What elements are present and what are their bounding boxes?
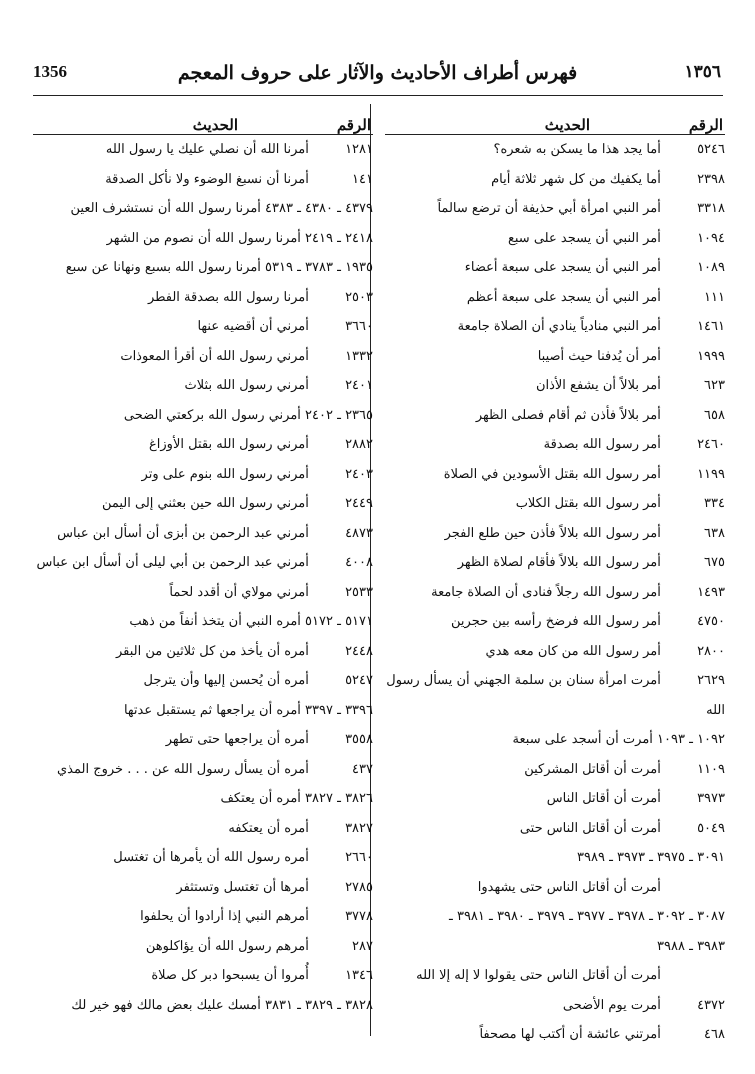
index-entry xyxy=(385,371,725,401)
entry-number: ١٤٩٣ xyxy=(697,584,725,600)
index-entry xyxy=(385,548,725,578)
entry-number: ١٢٨١ xyxy=(345,142,373,157)
entry-text: أمره النبي أن يتخذ أنفاً من ذهب xyxy=(129,614,301,629)
index-entry xyxy=(33,666,373,696)
entry-number: ٣٧٧٨ xyxy=(345,909,373,924)
entry-number: ٢٨٠٠ xyxy=(697,643,725,659)
entry-number: ٦٢٣ xyxy=(704,378,725,393)
index-entry xyxy=(33,194,373,224)
entry-text: أمرني عبد الرحمن بن أبي ليلى أن أسأل ابن عباس xyxy=(36,555,309,570)
index-entry xyxy=(385,637,725,667)
entry-number: ٤٧٥٠ xyxy=(697,614,725,629)
entry-text: أمر رسول الله رجلاً فنادى أن الصلاة جامعة xyxy=(431,584,661,600)
entry-text: أمره رسول الله أن يأمرها أن تغتسل xyxy=(113,850,309,865)
index-entry xyxy=(385,725,725,755)
index-entry xyxy=(33,607,373,637)
entry-number: ٣٠٩١ ـ ٣٩٧٥ ـ ٣٩٧٣ ـ ٣٩٨٩ xyxy=(577,850,725,865)
entry-number: ٤٣٧ xyxy=(352,761,373,777)
index-entry xyxy=(385,342,725,372)
index-entry xyxy=(33,253,373,283)
index-entry xyxy=(33,961,373,991)
entry-number: ٢٣٩٨ xyxy=(697,171,725,187)
entry-text: أمرت أن أقاتل الناس حتى xyxy=(519,820,661,836)
running-title: فهرس أطراف الأحاديث والآثار على حروف المعجم xyxy=(177,62,578,84)
entry-text: أمرتني عائشة أن أكتب لها مصحفاً xyxy=(479,1027,661,1042)
index-entry xyxy=(385,283,725,313)
entry-number: ٤٦٨ xyxy=(704,1027,725,1042)
entry-text: أمر رسول الله بلالاً فأذن حين طلع الفجر xyxy=(444,525,661,541)
index-entry xyxy=(33,371,373,401)
entry-number: ٦٧٥ xyxy=(704,555,725,570)
index-entry xyxy=(385,961,725,991)
entry-number: ١٣٣٢ xyxy=(345,348,373,364)
entry-text: أمر رسول الله فرضخ رأسه بين حجرين xyxy=(451,614,661,629)
entry-number: ١٠٩٢ ـ ١٠٩٣ xyxy=(657,732,725,747)
entry-number: ٣٨٢٦ ـ ٣٨٢٧ xyxy=(305,791,373,806)
entry-text: أمر أن يُدفنا حيث أصيبا xyxy=(537,348,661,364)
index-entry xyxy=(33,637,373,667)
entry-number: ٢٥٣٣ xyxy=(345,584,373,600)
entry-text: أمرني رسول الله حين بعثني إلى اليمن xyxy=(101,496,309,511)
entry-number: ٢٨٧ xyxy=(352,938,373,954)
entry-text: أمرني مولاي أن أقدد لحماً xyxy=(169,584,309,600)
entry-text: أمرت أن أقاتل الناس حتى يقولوا لا إله إلا الله xyxy=(416,968,661,983)
index-entry xyxy=(385,1020,725,1050)
entry-text: أمره أن يراجعها حتى تطهر xyxy=(165,732,309,747)
entry-number: ٤٣٧٩ ـ ٤٣٨٠ ـ ٤٣٨٣ xyxy=(265,201,373,216)
index-entry xyxy=(33,902,373,932)
entry-text: أمرت يوم الأضحى xyxy=(562,997,661,1013)
entry-text: أمرني عبد الرحمن بن أبزى أن أسأل ابن عباس xyxy=(57,525,309,541)
entry-text: أمرت أن أقاتل المشركين xyxy=(524,761,661,777)
index-entry xyxy=(385,991,725,1021)
entry-number: ٣٠٨٧ ـ ٣٠٩٢ ـ ٣٩٧٨ ـ ٣٩٧٧ ـ ٣٩٧٩ ـ ٣٩٨٠ ـ ٣٩٨١ ـ xyxy=(449,909,725,924)
entry-number: ١١٠٩ xyxy=(697,761,725,777)
index-entry xyxy=(33,814,373,844)
index-entry xyxy=(385,578,725,608)
entry-text: أمر بلالاً أن يشفع الأذان xyxy=(535,378,661,393)
index-entry xyxy=(385,755,725,785)
entry-number: ١٤١ xyxy=(352,171,373,187)
index-entry xyxy=(385,224,725,254)
entry-text: أمرهم رسول الله أن يؤاكلوهن xyxy=(145,938,309,954)
entry-number: ٢٤٠١ xyxy=(345,378,373,393)
index-entry xyxy=(33,991,373,1021)
entry-text: أمر النبي أن يسجد على سبعة أعظم xyxy=(466,289,661,305)
entry-number: ٢٨٨٢ xyxy=(345,437,373,452)
index-entry xyxy=(33,312,373,342)
entry-text: أمرهم النبي إذا أرادوا أن يحلفوا xyxy=(140,909,309,924)
entry-text: أمر النبي منادياً ينادي أن الصلاة جامعة xyxy=(457,319,661,334)
entry-number: ٣٣١٨ xyxy=(697,201,725,216)
index-entry xyxy=(385,489,725,519)
index-entry xyxy=(385,253,725,283)
entry-text: أمرنا رسول الله بصدقة الفطر xyxy=(147,289,309,305)
index-entry xyxy=(385,843,725,873)
entry-number: ٤٣٧٢ xyxy=(697,997,725,1013)
num-heading: الرقم xyxy=(336,116,371,134)
entry-text: أمرها أن تغتسل وتستثفر xyxy=(176,879,309,895)
entry-text: أمرت امرأة سنان بن سلمة الجهني أن يسأل رسول الله xyxy=(386,673,725,718)
entry-text: أمرنا رسول الله أن نستشرف العين xyxy=(70,201,261,216)
entry-number: ٣٩٧٣ xyxy=(697,791,725,806)
index-entry xyxy=(385,165,725,195)
entry-number: ١٠٩٤ xyxy=(697,230,725,246)
entry-number: ١٠٨٩ xyxy=(697,260,725,275)
entry-number: ٣٨٢٧ xyxy=(345,820,373,836)
entry-text: أمر رسول الله بلالاً فأقام لصلاة الظهر xyxy=(457,555,661,570)
entry-text: أمرنا رسول الله بسبع ونهانا عن سبع xyxy=(65,260,261,275)
index-entry xyxy=(33,519,373,549)
entry-number: ١٤٦١ xyxy=(697,319,725,334)
index-entry xyxy=(33,548,373,578)
entry-number: ٢٦٦٠ xyxy=(345,850,373,865)
entry-text: أمرني رسول الله بنوم على وتر xyxy=(141,466,309,482)
index-entry xyxy=(385,460,725,490)
entry-number: ٢٥٠٣ xyxy=(345,289,373,305)
page-number-arabic: ١٣٥٦ xyxy=(684,62,721,82)
hadith-heading: الحديث xyxy=(544,116,590,134)
entry-number: ١٣٤٦ xyxy=(345,968,373,983)
index-entry xyxy=(33,224,373,254)
entry-text: أمسك عليك بعض مالك فهو خير لك xyxy=(71,997,261,1013)
entry-text: أمرنا أن نسبغ الوضوء ولا نأكل الصدقة xyxy=(105,171,309,187)
index-entry xyxy=(33,165,373,195)
entry-text: أمر رسول الله بقتل الكلاب xyxy=(515,496,661,511)
index-entry xyxy=(33,725,373,755)
entry-text: أمر بلالاً فأذن ثم أقام فصلى الظهر xyxy=(475,407,661,423)
entry-number: ٣٦٦٠ xyxy=(345,319,373,334)
entry-number: ١٩٩٩ xyxy=(697,348,725,364)
column-header xyxy=(33,104,373,135)
index-entry xyxy=(33,460,373,490)
entry-number: ١١٩٩ xyxy=(697,466,725,482)
index-entry xyxy=(385,135,725,165)
index-entry xyxy=(385,312,725,342)
page-number-latin: 1356 xyxy=(33,62,67,81)
entry-number: ٣٨٢٨ ـ ٣٨٢٩ ـ ٣٨٣١ xyxy=(265,997,373,1013)
index-entry xyxy=(385,873,725,903)
entry-number: ٢٤٤٨ xyxy=(345,643,373,659)
entry-text: أمرني رسول الله أن أقرأ المعوذات xyxy=(120,348,309,364)
index-entry xyxy=(33,578,373,608)
entry-text: أمره أن يعتكفه xyxy=(228,820,309,836)
entry-number: ٦٣٨ xyxy=(704,525,725,541)
entry-number: ٥٢٤٧ xyxy=(345,673,373,688)
right-column xyxy=(385,104,725,1050)
hadith-heading: الحديث xyxy=(192,116,238,134)
entry-number: ٢٧٨٥ xyxy=(345,879,373,895)
entry-text: أمره أن يراجعها ثم يستقبل عدتها xyxy=(123,702,301,718)
column-header xyxy=(385,104,725,135)
index-entry xyxy=(33,755,373,785)
entry-text: أمره أن يعتكف xyxy=(220,791,301,806)
entry-text: أُمروا أن يسبحوا دبر كل صلاة xyxy=(151,968,309,983)
entry-text: أمرني رسول الله بقتل الأوزاغ xyxy=(149,437,309,452)
num-heading: الرقم xyxy=(688,116,723,134)
entry-text: أما يكفيك من كل شهر ثلاثة أيام xyxy=(491,171,661,187)
entry-text: أمرني أن أقضيه عنها xyxy=(197,319,309,334)
entry-number: ٥٢٤٦ xyxy=(697,142,725,157)
entry-number: ٢٦٢٩ xyxy=(697,673,725,688)
entry-text: أمرنا رسول الله أن نصوم من الشهر xyxy=(106,230,301,246)
entry-number: ٦٥٨ xyxy=(704,407,725,423)
entry-number: ٢٤١٨ ـ ٢٤١٩ xyxy=(305,230,373,246)
index-entry xyxy=(385,784,725,814)
index-entry xyxy=(33,932,373,962)
entry-number: ٣٩٨٣ ـ ٣٩٨٨ xyxy=(657,938,725,954)
index-entry xyxy=(385,519,725,549)
index-entry xyxy=(33,135,373,165)
index-entry xyxy=(33,283,373,313)
index-entry xyxy=(33,342,373,372)
index-entry xyxy=(385,430,725,460)
index-entry xyxy=(385,401,725,431)
entry-text: أمره أن يسأل رسول الله عن . . . خروج المذي xyxy=(57,761,309,777)
index-entry xyxy=(385,902,725,932)
entry-text: أمره أن يأخذ من كل ثلاثين من البقر xyxy=(115,643,309,659)
entry-text: أمر رسول الله بقتل الأسودين في الصلاة xyxy=(443,466,661,482)
index-entry xyxy=(33,784,373,814)
entry-text: أمر رسول الله بصدقة xyxy=(543,437,661,452)
entry-number: ٤٠٠٨ xyxy=(345,555,373,570)
entry-text: أمر رسول الله من كان معه هدي xyxy=(485,643,661,659)
entry-text: أمرت أن أقاتل الناس حتى يشهدوا xyxy=(477,879,661,895)
hadith-list xyxy=(385,135,725,1050)
entry-text: أمره أن يُحسن إليها وأن يترجل xyxy=(143,673,309,688)
entry-number: ٣٥٥٨ xyxy=(345,732,373,747)
index-entry xyxy=(385,666,725,725)
entry-number: ٢٤٠٣ xyxy=(345,466,373,482)
index-entry xyxy=(385,932,725,962)
entry-number: ١١١ xyxy=(704,289,725,305)
index-entry xyxy=(385,194,725,224)
entry-number: ٢٣٦٥ ـ ٢٤٠٢ xyxy=(305,407,373,423)
index-entry xyxy=(385,607,725,637)
entry-number: ٥٠٤٩ xyxy=(697,820,725,836)
entry-text: أمر النبي أن يسجد على سبع xyxy=(507,230,661,246)
entry-text: أمرنا الله أن نصلي عليك يا رسول الله xyxy=(105,142,309,157)
entry-text: أمرت أن أقاتل الناس xyxy=(546,791,661,806)
entry-text: أمرني رسول الله بثلاث xyxy=(184,378,309,393)
entry-number: ٣٣٩٦ ـ ٣٣٩٧ xyxy=(305,702,373,718)
entry-text: أمرني رسول الله بركعتي الضحى xyxy=(123,407,301,423)
index-entry xyxy=(33,843,373,873)
entry-number: ٢٤٤٩ xyxy=(345,496,373,511)
index-entry xyxy=(33,430,373,460)
index-entry xyxy=(33,873,373,903)
index-entry xyxy=(33,401,373,431)
hadith-list xyxy=(33,135,373,1020)
index-entry xyxy=(33,489,373,519)
header-rule xyxy=(33,95,723,96)
index-entry xyxy=(385,814,725,844)
entry-number: ١٩٣٥ ـ ٣٧٨٣ ـ ٥٣١٩ xyxy=(265,260,373,275)
entry-text: أمر النبي امرأة أبي حذيفة أن ترضع سالماً xyxy=(437,201,661,216)
index-entry xyxy=(33,696,373,726)
left-column xyxy=(33,104,373,1020)
entry-text: أمر النبي أن يسجد على سبعة أعضاء xyxy=(464,260,661,275)
entry-text: أمرت أن أسجد على سبعة xyxy=(512,732,653,747)
entry-number: ٥١٧١ ـ ٥١٧٢ xyxy=(305,614,373,629)
entry-number: ٢٤٦٠ xyxy=(697,437,725,452)
entry-number: ٤٨٧٣ xyxy=(345,525,373,541)
entry-number: ٣٣٤ xyxy=(704,496,725,511)
entry-text: أما يجد هذا ما يسكن به شعره؟ xyxy=(493,142,661,157)
